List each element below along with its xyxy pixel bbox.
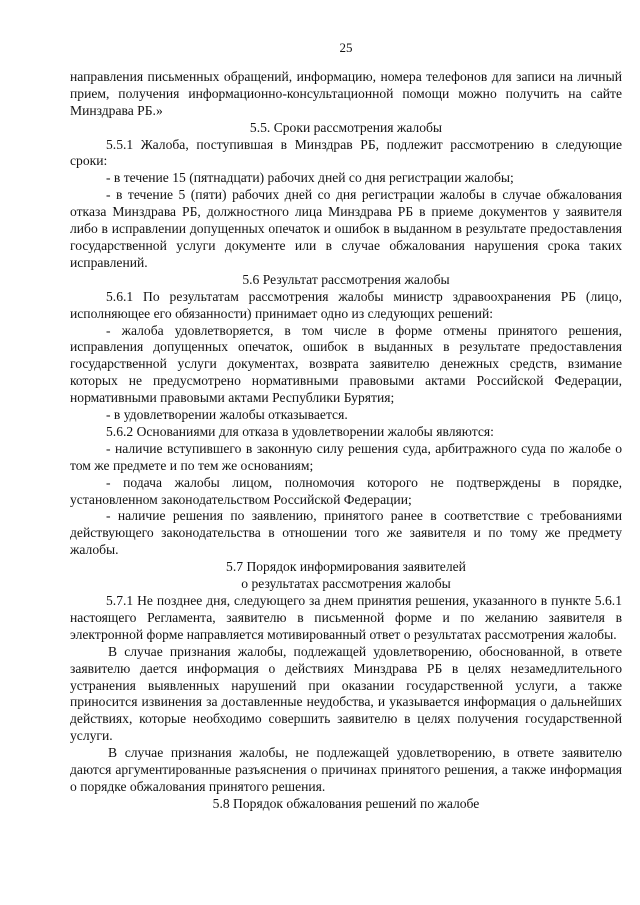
- paragraph-intro: направления письменных обращений, информацию, номера телефонов для записи на личный прием, получения информационно-консультационной помощи можно получить на сайте Минздрава РБ.»: [70, 68, 622, 118]
- list-item-5-6-1-b: - в удовлетворении жалобы отказывается.: [106, 407, 348, 423]
- paragraph-5-5-1: 5.5.1 Жалоба, поступившая в Минздрав РБ, подлежит рассмотрению в следующие сроки:: [70, 136, 622, 169]
- paragraph-5-7-3: В случае признания жалобы, не подлежащей удовлетворению, в ответе заявителю даются аргументированные разъяснения о причинах принятого решения, а также информация о порядке обжалования принятого решения.: [70, 745, 622, 794]
- list-item-5-6-1-a: - жалоба удовлетворяется, в том числе в форме отмены принятого решения, исправления допущенных опечаток, ошибок в выданных в результате предоставления государственной услуги документах, возврата заявителю денежных средств, взимание которых не предусмотрено нормативными правовыми актами Российской Федерации, нормативными правовыми актами Республики Бурятия;: [70, 322, 622, 406]
- paragraph-5-6-1: 5.6.1 По результатам рассмотрения жалобы министр здравоохранения РБ (лицо, исполняющее его обязанности) принимает одно из следующих решений:: [70, 288, 622, 321]
- paragraph-5-7-1: 5.7.1 Не позднее дня, следующего за днем принятия решения, указанного в пункте 5.6.1 настоящего Регламента, заявителю в письменной форме и по желанию заявителя в электронной форме направляется мотивированный ответ о результатах рассмотрения жалобы.: [70, 593, 622, 642]
- list-item-5-6-2-b: - подача жалобы лицом, полномочия которого не подтверждены в порядке, установленном законодательством Российской Федерации;: [70, 474, 622, 507]
- section-heading-5-6: 5.6 Результат рассмотрения жалобы: [242, 271, 450, 287]
- list-item-5-5-1-a: - в течение 15 (пятнадцати) рабочих дней со дня регистрации жалобы;: [106, 170, 514, 186]
- section-heading-5-5: 5.5. Сроки рассмотрения жалобы: [249, 119, 443, 135]
- paragraph-5-7-2: В случае признания жалобы, подлежащей удовлетворению, обоснованной, в ответе заявителю дается информация о действиях Минздрава РБ в целях незамедлительного устранения выявленных нарушений при оказании государственной услуги, а также приносится извинения за доставленные неудобства, и указывается информация о дальнейших действиях, которые необходимо совершить заявителю в целях получения государственной услуги.: [70, 643, 622, 744]
- list-item-5-5-1-b: - в течение 5 (пяти) рабочих дней со дня регистрации жалобы в случае обжалования отказа Минздрава РБ, должностного лица Минздрава РБ в приеме документов у заявителя либо в исправлении допущенных опечаток и ошибок в выданном в результате предоставления государственной услуги документе или в случае обжалования нарушения срока таких исправлений.: [70, 187, 622, 270]
- list-item-5-6-2-a: - наличие вступившего в законную силу решения суда, арбитражного суда по жалобе о том же предмете и по тем же основаниям;: [70, 440, 622, 473]
- section-heading-5-7-line-2: о результатах рассмотрения жалобы: [241, 576, 451, 592]
- page-number: 25: [339, 40, 353, 55]
- paragraph-5-6-2: 5.6.2 Основаниями для отказа в удовлетворении жалобы являются:: [106, 423, 494, 439]
- section-heading-5-8: 5.8 Порядок обжалования решений по жалобе: [212, 795, 480, 811]
- section-heading-5-7-line-1: 5.7 Порядок информирования заявителей: [226, 559, 466, 575]
- list-item-5-6-2-c: - наличие решения по заявлению, принятого ранее в соответствие с требованиями действующего законодательства в отношении того же заявителя и по тому же предмету жалобы.: [70, 508, 622, 558]
